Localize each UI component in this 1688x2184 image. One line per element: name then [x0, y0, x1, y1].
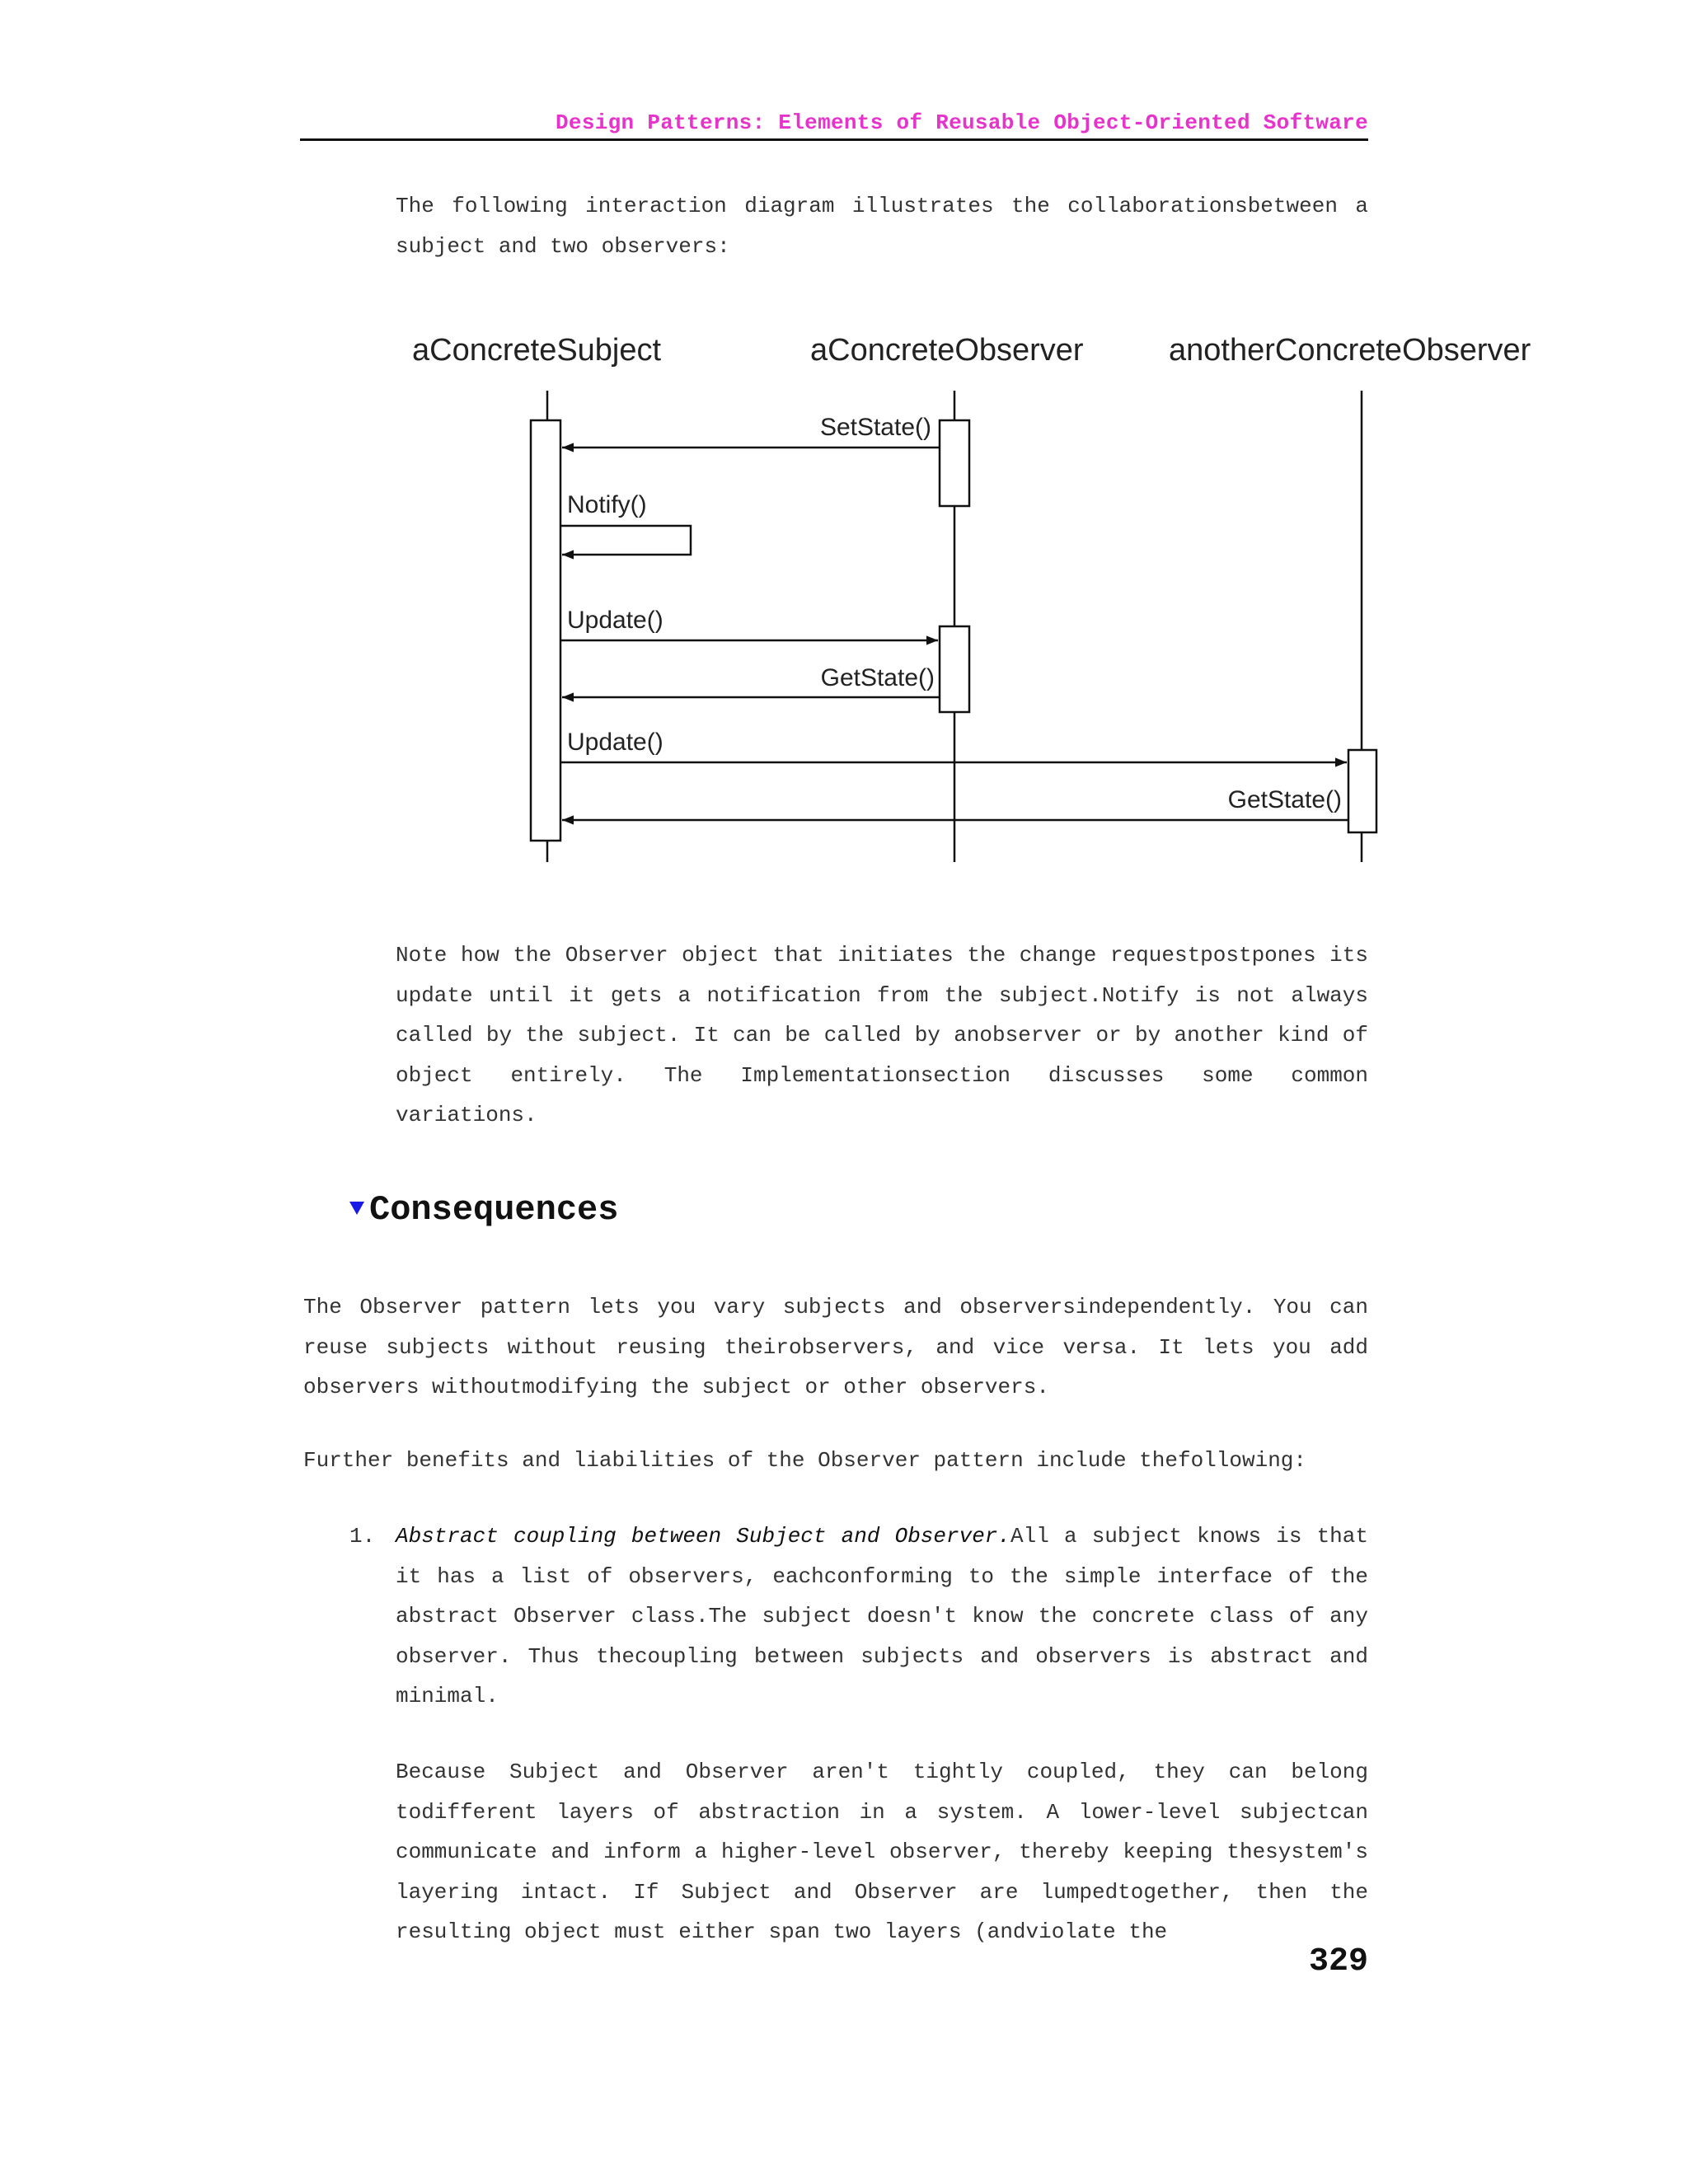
message-notify-label: Notify(): [567, 491, 647, 518]
participant-observer: aConcreteObserver: [810, 333, 1084, 368]
activation-another-observer: [1348, 750, 1376, 832]
consequences-paragraph-2: Further benefits and liabilities of the Observer pattern include thefollowing:: [303, 1448, 1306, 1473]
participant-another-observer: anotherConcreteObserver: [1169, 333, 1531, 368]
activation-observer-2: [940, 626, 969, 712]
message-update-observer-label: Update(): [567, 607, 663, 634]
message-update-another-label: Update(): [567, 729, 663, 756]
list-item-title: Abstract coupling between Subject and Observer.: [396, 1524, 1011, 1549]
list-item-1: [396, 1516, 1368, 1717]
message-getstate-observer-label: GetState(): [820, 664, 935, 691]
message-notify-arrow: [560, 526, 691, 555]
list-item-1-continuation: Because Subject and Observer aren't tightly coupled, they can belong todifferent layers of abstraction in a system. A lower-level subjectcan communicate and inform a higher-level observer, thereby keeping thesystem's layering intact. If Subject and Observer are lumpedtogether, then the resulting object must either span two layers (andviolate the: [396, 1760, 1368, 1944]
note-paragraph: Note how the Observer object that initiates the change requestpostpones its update until it gets a notification from the subject.Notify is not always called by the subject. It can be called by anobserver or by another kind of object entirely. The Implementationsection discusses some common variations.: [396, 943, 1368, 1127]
activation-subject: [531, 420, 560, 841]
section-heading: [349, 1187, 618, 1233]
running-header: Design Patterns: Elements of Reusable Object-Oriented Software: [556, 110, 1368, 135]
consequences-paragraph-1: The Observer pattern lets you vary subjects and observersindependently. You can reuse subjects without reusing theirobservers, and vice versa. It lets you add observers withoutmodifying the subject or other observers.: [303, 1295, 1368, 1399]
page-number: 329: [1308, 1943, 1368, 1980]
list-item-text: All a subject knows is that it has a list of observers, eachconforming to the simple interface of the abstract Observer class.The subject doesn't know the concrete class of any observer. Thus thecoupling between subjects and observers is abstract and minimal.: [396, 1524, 1368, 1708]
message-setstate-label: SetState(): [819, 414, 931, 441]
message-getstate-another-label: GetState(): [1227, 786, 1342, 813]
collapse-triangle-icon[interactable]: [349, 1202, 364, 1215]
interaction-diagram: [0, 0, 1688, 907]
activation-observer-1: [940, 420, 969, 506]
participant-subject: aConcreteSubject: [412, 333, 662, 368]
list-item-number: 1.: [349, 1524, 376, 1549]
section-title: Consequences: [369, 1190, 619, 1230]
intro-paragraph: The following interaction diagram illustrates the collaborationsbetween a subject and two observers:: [396, 194, 1368, 259]
